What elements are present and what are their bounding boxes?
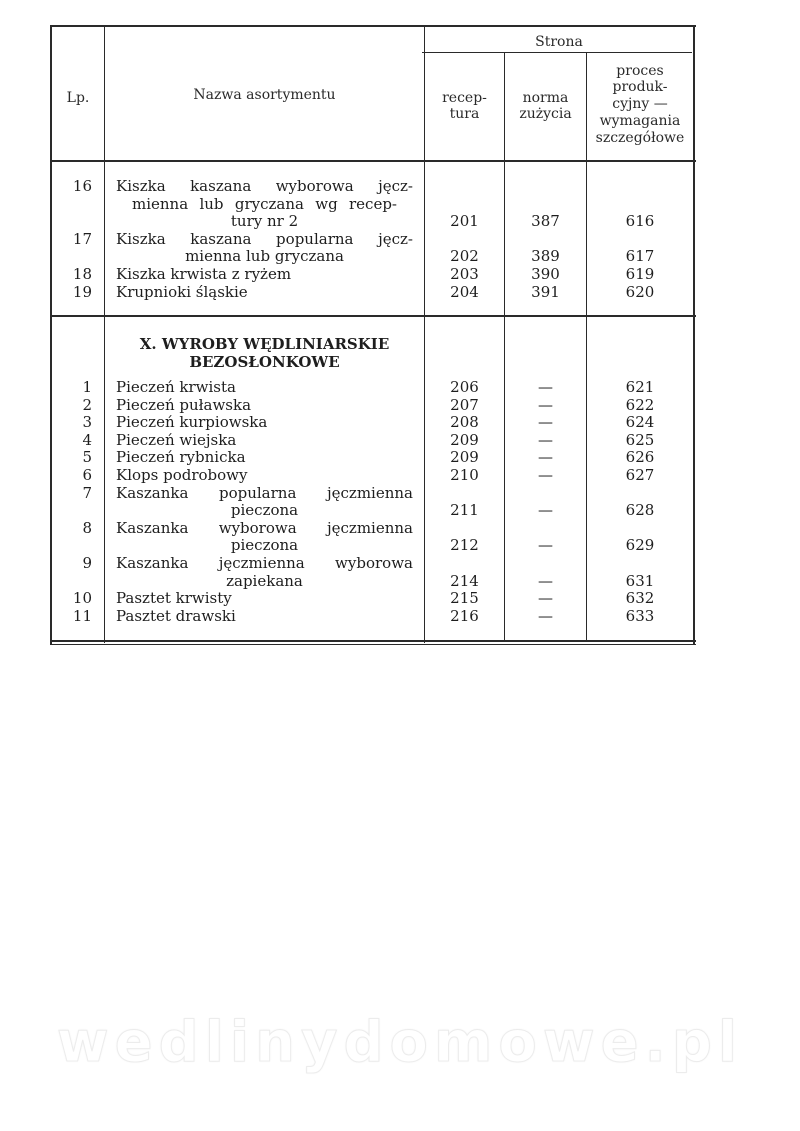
- s2-row-1-lp: 2: [82, 395, 92, 414]
- s1-row-3-name-0: Krupnioki śląskie: [116, 282, 248, 301]
- s1-row-2-receptura: 203: [450, 265, 479, 283]
- s1-row-1-name-1: mienna lub gryczana: [185, 247, 344, 266]
- s2-row-4-name-0: Pieczeń rybnicka: [116, 448, 246, 467]
- s2-row-5-norma: —: [538, 466, 553, 484]
- s2-row-10-name-0: Pasztet drawski: [116, 606, 236, 625]
- s2-row-3-lp: 4: [82, 430, 92, 449]
- header-proces-4: wymagania: [599, 113, 681, 129]
- strona-divider: [422, 52, 692, 53]
- s1-row-0-name-1: mienna lub gryczana wg recep-: [132, 194, 397, 213]
- s2-row-4-norma: —: [538, 448, 553, 467]
- header-bottom-border: [50, 160, 696, 162]
- s2-row-2-receptura: 208: [450, 413, 479, 432]
- s2-row-2-name-0: Pieczeń kurpiowska: [116, 413, 268, 432]
- header-lp: Lp.: [66, 90, 90, 106]
- table-left-border: [50, 25, 52, 645]
- s2-row-1-receptura: 207: [450, 395, 479, 414]
- s2-row-0-receptura: 206: [450, 378, 479, 396]
- header-receptura-2: tura: [449, 106, 480, 122]
- header-proces-1: proces: [616, 63, 664, 79]
- s2-row-7-norma: —: [538, 536, 553, 555]
- s2-row-8-name-1: zapiekana: [226, 571, 303, 590]
- s2-row-3-receptura: 209: [450, 430, 479, 449]
- header-proces-2: produk-: [612, 79, 668, 95]
- s2-row-0-proces: 621: [625, 378, 655, 396]
- s2-row-8-name-0: Kaszanka jęczmienna wyborowa: [116, 554, 413, 572]
- s1-row-2-name-0: Kiszka krwista z ryżem: [116, 265, 292, 283]
- s2-row-8-lp: 9: [82, 554, 92, 572]
- s2-row-3-norma: —: [538, 430, 553, 449]
- header-norma-1: norma: [522, 90, 569, 106]
- s2-row-5-proces: 627: [625, 466, 655, 484]
- s1-row-0-name-2: tury nr 2: [230, 212, 299, 231]
- lp-column-divider: [104, 25, 105, 643]
- s2-row-10-proces: 633: [625, 606, 655, 625]
- s2-row-8-norma: —: [538, 571, 553, 590]
- s2-row-6-name-0: Kaszanka popularna jęczmienna: [116, 483, 413, 502]
- section-title-line-1: X. WYROBY WĘDLINIARSKIE: [139, 335, 390, 353]
- s2-row-9-receptura: 215: [450, 589, 479, 608]
- s1-row-3-receptura: 204: [450, 282, 479, 301]
- s2-row-7-name-0: Kaszanka wyborowa jęczmienna: [116, 518, 413, 537]
- s1-row-1-norma: 389: [531, 247, 560, 266]
- s2-row-1-proces: 622: [625, 395, 655, 414]
- s1-row-1-proces: 617: [625, 247, 655, 266]
- table-bottom-border-2: [50, 644, 696, 645]
- section-title-line-2: BEZOSŁONKOWE: [189, 353, 340, 371]
- s2-row-7-lp: 8: [82, 518, 92, 537]
- table-bottom-border: [50, 640, 696, 642]
- s2-row-5-lp: 6: [82, 466, 92, 484]
- s1-row-0-lp: 16: [72, 177, 92, 195]
- s1-row-2-proces: 619: [625, 265, 655, 283]
- watermark: wedlinydomowe.pl: [56, 1010, 744, 1075]
- s2-row-1-norma: —: [538, 395, 553, 414]
- s1-row-3-proces: 620: [625, 282, 655, 301]
- s2-row-5-receptura: 210: [450, 466, 479, 484]
- s1-row-3-lp: 19: [72, 282, 92, 301]
- table-right-border: [693, 25, 695, 645]
- s2-row-4-receptura: 209: [450, 448, 479, 467]
- s2-row-3-proces: 625: [625, 430, 655, 449]
- s2-row-4-lp: 5: [82, 448, 92, 467]
- s1-row-0-norma: 387: [531, 212, 560, 231]
- s2-row-4-proces: 626: [625, 448, 655, 467]
- s2-row-9-norma: —: [538, 589, 553, 608]
- s2-row-7-receptura: 212: [450, 536, 479, 555]
- s1-row-2-norma: 390: [531, 265, 560, 283]
- s2-row-9-lp: 10: [72, 589, 92, 608]
- s2-row-9-name-0: Pasztet krwisty: [116, 589, 232, 608]
- s2-row-9-proces: 632: [625, 589, 655, 608]
- s2-row-8-proces: 631: [625, 571, 655, 590]
- s1-row-0-proces: 616: [625, 212, 655, 231]
- s2-row-6-name-1: pieczona: [230, 501, 299, 520]
- table-top-border: [50, 25, 696, 27]
- s1-row-1-name-0: Kiszka kaszana popularna jęcz-: [116, 229, 413, 248]
- s1-row-3-norma: 391: [531, 282, 560, 301]
- s2-row-2-lp: 3: [82, 413, 92, 432]
- s2-row-3-name-0: Pieczeń wiejska: [116, 430, 237, 449]
- header-name: Nazwa asortymentu: [193, 87, 336, 103]
- s1-row-0-name-0: Kiszka kaszana wyborowa jęcz-: [116, 177, 413, 195]
- s2-row-7-proces: 629: [625, 536, 655, 555]
- s1-row-0-receptura: 201: [450, 212, 479, 231]
- s2-row-6-proces: 628: [625, 501, 655, 520]
- s2-row-2-norma: —: [538, 413, 553, 432]
- s2-row-10-lp: 11: [72, 606, 92, 625]
- s2-row-0-norma: —: [538, 378, 553, 396]
- section-divider: [50, 315, 696, 317]
- s2-row-0-name-0: Pieczeń krwista: [116, 378, 236, 396]
- s2-row-5-name-0: Klops podrobowy: [116, 466, 248, 484]
- s1-row-2-lp: 18: [72, 265, 92, 283]
- s2-row-0-lp: 1: [82, 378, 92, 396]
- s2-row-10-norma: —: [538, 606, 553, 625]
- s2-row-6-lp: 7: [82, 483, 92, 502]
- s2-row-6-receptura: 211: [450, 501, 479, 520]
- s2-row-7-name-1: pieczona: [230, 536, 299, 555]
- header-strona: Strona: [535, 34, 583, 50]
- s2-row-8-receptura: 214: [450, 571, 479, 590]
- s1-row-1-receptura: 202: [450, 247, 479, 266]
- s2-row-6-norma: —: [538, 501, 553, 520]
- header-proces-5: szczegółowe: [595, 130, 685, 146]
- header-norma-2: zużycia: [519, 106, 572, 122]
- s2-row-10-receptura: 216: [450, 606, 479, 625]
- header-receptura-1: recep-: [442, 90, 487, 106]
- s2-row-1-name-0: Pieczeń puławska: [116, 395, 252, 414]
- s2-row-2-proces: 624: [625, 413, 655, 432]
- s1-row-1-lp: 17: [72, 229, 92, 248]
- header-proces-3: cyjny —: [612, 96, 668, 112]
